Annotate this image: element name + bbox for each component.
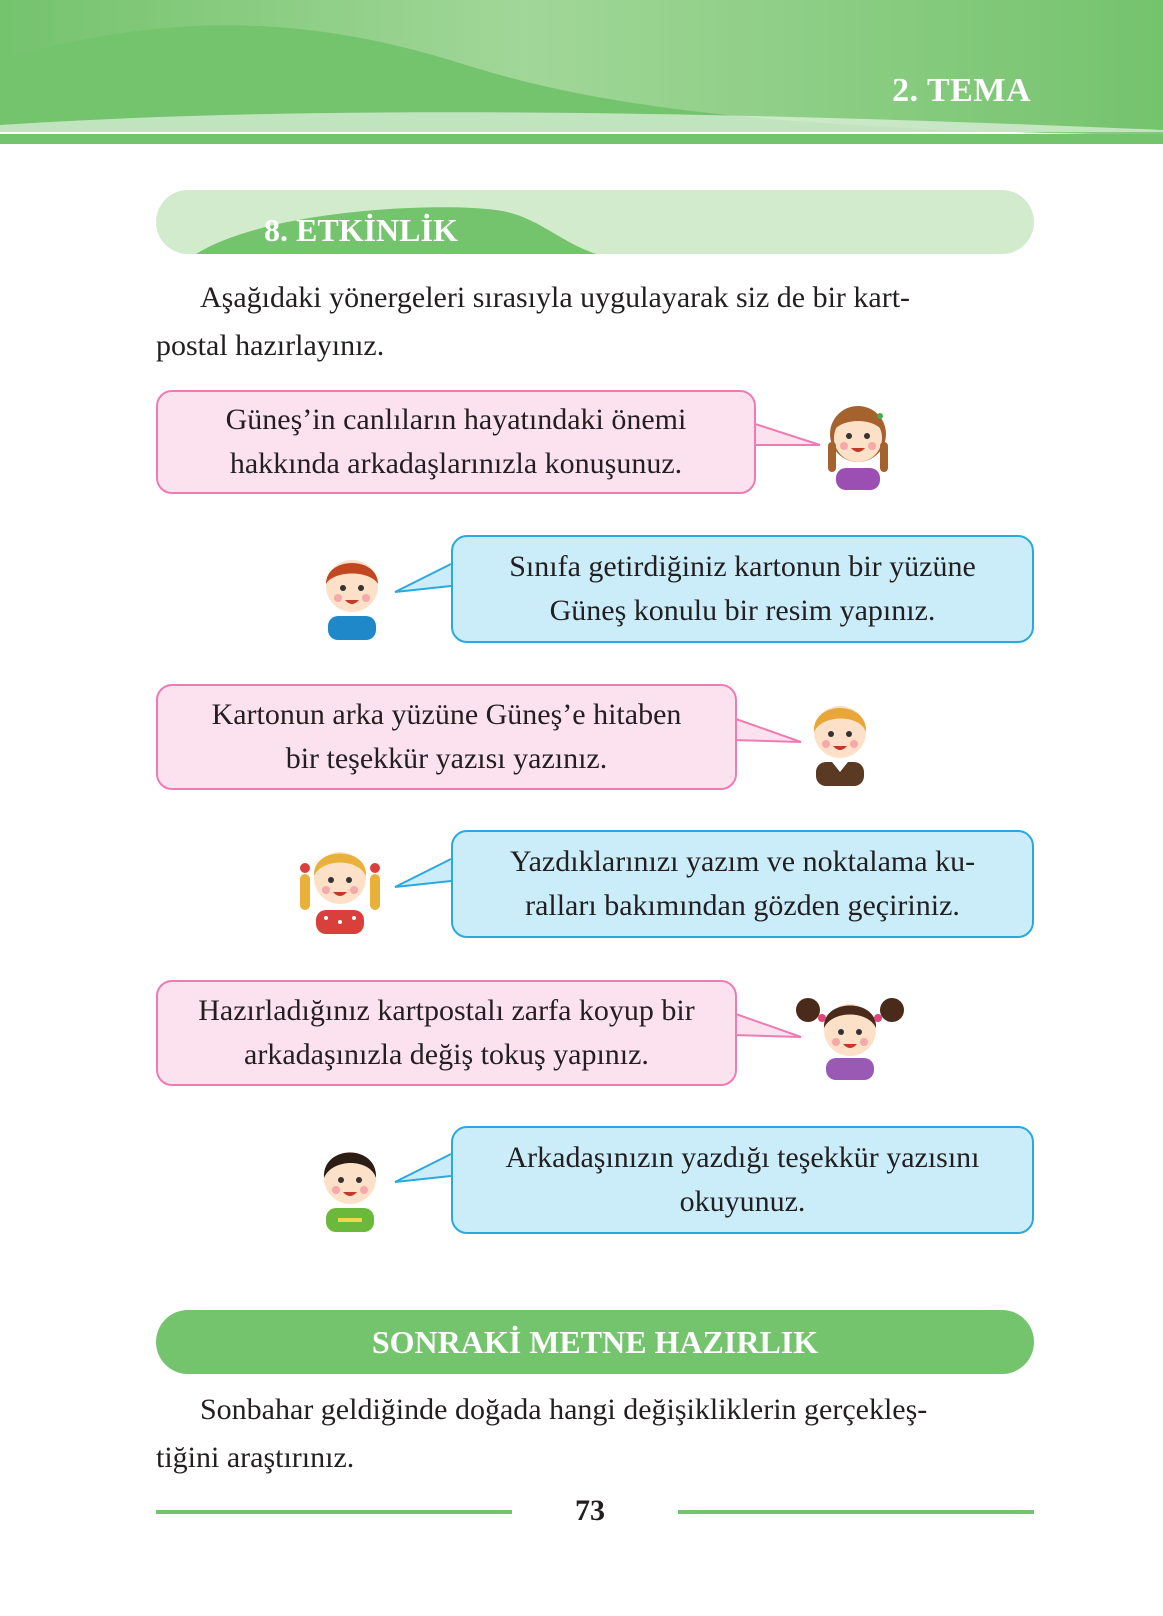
page-number: 73 [575,1494,605,1527]
instruction-5-line-1: Hazırladığınız kartpostalı zarfa koyup bir [198,994,695,1027]
next-text-title: SONRAKİ METNE HAZIRLIK [371,1323,819,1360]
instruction-6-line-2: okuyunuz. [679,1185,806,1218]
instruction-bubble-5 [156,980,737,1086]
bubble-tail [393,560,453,600]
bubble-tail [752,415,822,455]
instruction-bubble-1 [156,390,756,494]
instruction-3-line-2: bir teşekkür yazısı yazınız. [285,742,608,775]
girl-blonde-braids-avatar [290,830,390,934]
instruction-bubble-3 [156,684,737,790]
instruction-1-line-2: hakkında arkadaşlarınızla konuşunuz. [229,447,683,480]
bubble-tail [733,710,803,750]
boy-dark-hair-avatar [314,1132,386,1232]
next-text-prompt [156,1386,1034,1482]
instruction-6-line-1: Arkadaşınızın yazdığı teşekkür yazısını [505,1141,980,1174]
girl-braids-avatar [822,390,894,490]
instruction-2-line-2: Güneş konulu bir resim yapınız. [549,594,936,627]
theme-label: 2. TEMA [892,72,1031,109]
bubble-tail [393,1150,453,1190]
instruction-4-line-2: ralları bakımından gözden geçiriniz. [525,889,960,922]
next-text-line-2: tiğini araştırınız. [156,1441,355,1474]
instruction-bubble-4 [451,830,1034,938]
next-text-title-bar [156,1310,1034,1374]
instruction-2-line-1: Sınıfa getirdiğiniz kartonun bir yüzüne [509,550,976,583]
next-text-line-1: Sonbahar geldiğinde doğada hangi değişikliklerin gerçekleş- [200,1393,928,1426]
instruction-bubble-6 [451,1126,1034,1234]
footer-line-left [156,1510,512,1514]
girl-buns-avatar [794,988,906,1080]
instruction-5-line-2: arkadaşınızla değiş tokuş yapınız. [244,1038,649,1071]
bubble-tail [733,1005,803,1045]
activity-intro [156,274,1034,370]
instruction-bubble-2 [451,535,1034,643]
boy-red-hair-avatar [316,540,388,640]
bubble-tail [393,855,453,895]
intro-line-1: Aşağıdaki yönergeleri sırasıyla uygulayarak siz de bir kart- [200,281,911,314]
intro-line-2: postal hazırlayınız. [156,329,385,362]
instruction-4-line-1: Yazdıklarınızı yazım ve noktalama ku- [509,845,976,878]
activity-title: 8. ETKİNLİK [264,212,458,248]
instruction-3-line-1: Kartonun arka yüzüne Güneş’e hitaben [211,698,682,731]
footer-line-right [678,1510,1034,1514]
boy-vest-avatar [804,686,876,786]
instruction-1-line-1: Güneş’in canlıların hayatındaki önemi [225,403,687,436]
